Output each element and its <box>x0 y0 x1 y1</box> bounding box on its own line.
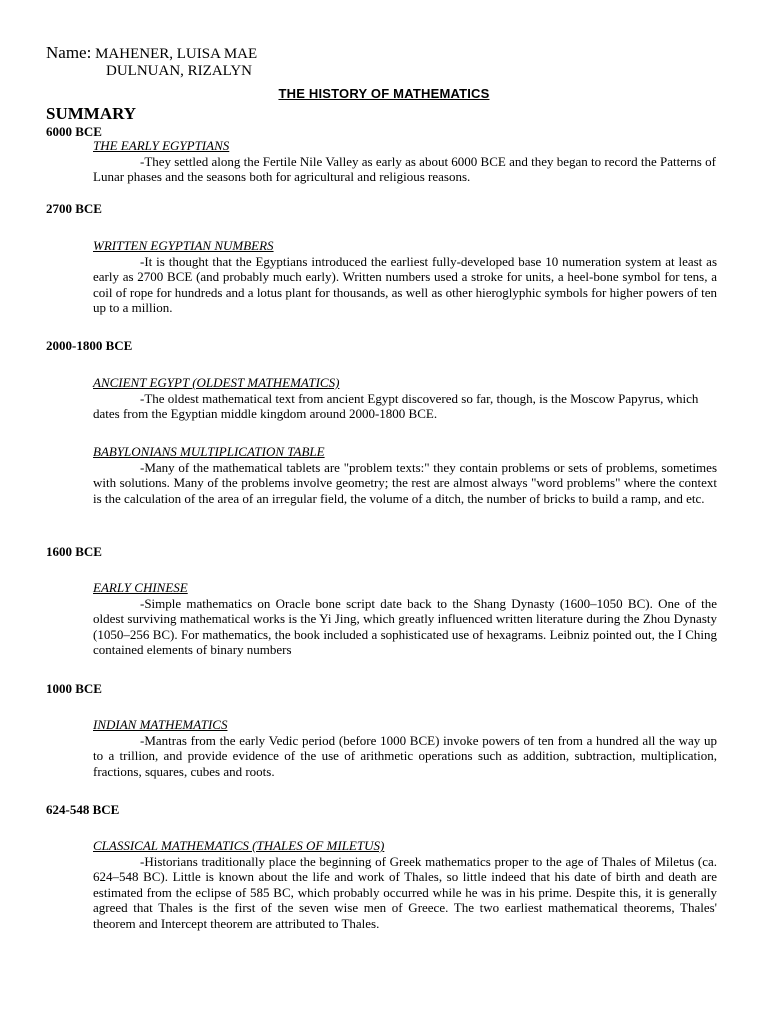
author-2: DULNUAN, RIZALYN <box>106 63 252 79</box>
section-paragraph: -Mantras from the early Vedic period (before 1000 BCE) invoke powers of ten from a hundred all the way up to a trillion, and provide evidence of the use of arithmetic operations such as addition, subtraction, multiplication, fractions, squares, cubes and roots. <box>93 733 717 779</box>
section-paragraph: -Many of the mathematical tablets are "problem texts:" they contain problems or sets of problems, sometimes with solutions. Many of the problems involve geometry; the rest are almost always "word problems" where the context is the calculation of the area of an irregular field, the volume of a ditch, the number of bricks to build a ramp, and etc. <box>93 460 717 506</box>
summary-heading: SUMMARY <box>46 104 137 123</box>
section-paragraph: -Simple mathematics on Oracle bone script date back to the Shang Dynasty (1600–1050 BC). One of the oldest surviving mathematical works is the Yi Jing, which greatly influenced written literature during the Zhou Dynasty (1050–256 BC). For mathematics, the book included a sophisticated use of hexagrams. Leibniz pointed out, the I Ching contained elements of binary numbers <box>93 596 717 658</box>
era-label: 2000-1800 BCE <box>46 338 133 353</box>
name-label: Name: <box>46 43 92 62</box>
section-heading: THE EARLY EGYPTIANS <box>93 138 230 153</box>
author-1: MAHENER, LUISA MAE <box>95 46 258 62</box>
name-line <box>46 44 257 63</box>
era-label: 6000 BCE <box>46 124 102 139</box>
section-heading: CLASSICAL MATHEMATICS (THALES OF MILETUS) <box>93 838 385 853</box>
section-paragraph: -The oldest mathematical text from ancient Egypt discovered so far, though, is the Moscow Papyrus, which dates from the Egyptian middle kingdom around 2000-1800 BCE. <box>93 391 699 422</box>
era-label: 1600 BCE <box>46 544 102 559</box>
section-heading: EARLY CHINESE <box>93 580 188 595</box>
section-paragraph: -They settled along the Fertile Nile Valley as early as about 6000 BCE and they began to record the Patterns of Lunar phases and the seasons both for agricultural and religious reasons. <box>93 154 716 185</box>
section-paragraph: -Historians traditionally place the beginning of Greek mathematics proper to the age of Thales of Miletus (ca. 624–548 BC). Little is known about the life and work of Thales, so little indeed that his date of birth and death are estimated from the eclipse of 585 BC, which probably occurred while he was in his prime. Despite this, it is generally agreed that Thales is the first of the seven wise men of Greece. The two earliest mathematical theorems, Thales' theorem and Intercept theorem are attributed to Thales. <box>93 854 717 931</box>
era-label: 1000 BCE <box>46 681 102 696</box>
section-paragraph: -It is thought that the Egyptians introduced the earliest fully-developed base 10 numeration system at least as early as 2700 BCE (and probably much early). Written numbers used a stroke for units, a heel-bone symbol for tens, a coil of rope for hundreds and a lotus plant for thousands, as well as other hieroglyphic symbols for higher powers of ten up to a million. <box>93 254 717 316</box>
section-heading: ANCIENT EGYPT (OLDEST MATHEMATICS) <box>93 375 340 390</box>
era-label: 2700 BCE <box>46 201 102 216</box>
era-label: 624-548 BCE <box>46 802 120 817</box>
section-heading: BABYLONIANS MULTIPLICATION TABLE <box>93 444 325 459</box>
section-heading: WRITTEN EGYPTIAN NUMBERS <box>93 238 274 253</box>
document-title: THE HISTORY OF MATHEMATICS <box>278 86 490 101</box>
section-heading: INDIAN MATHEMATICS <box>93 717 228 732</box>
